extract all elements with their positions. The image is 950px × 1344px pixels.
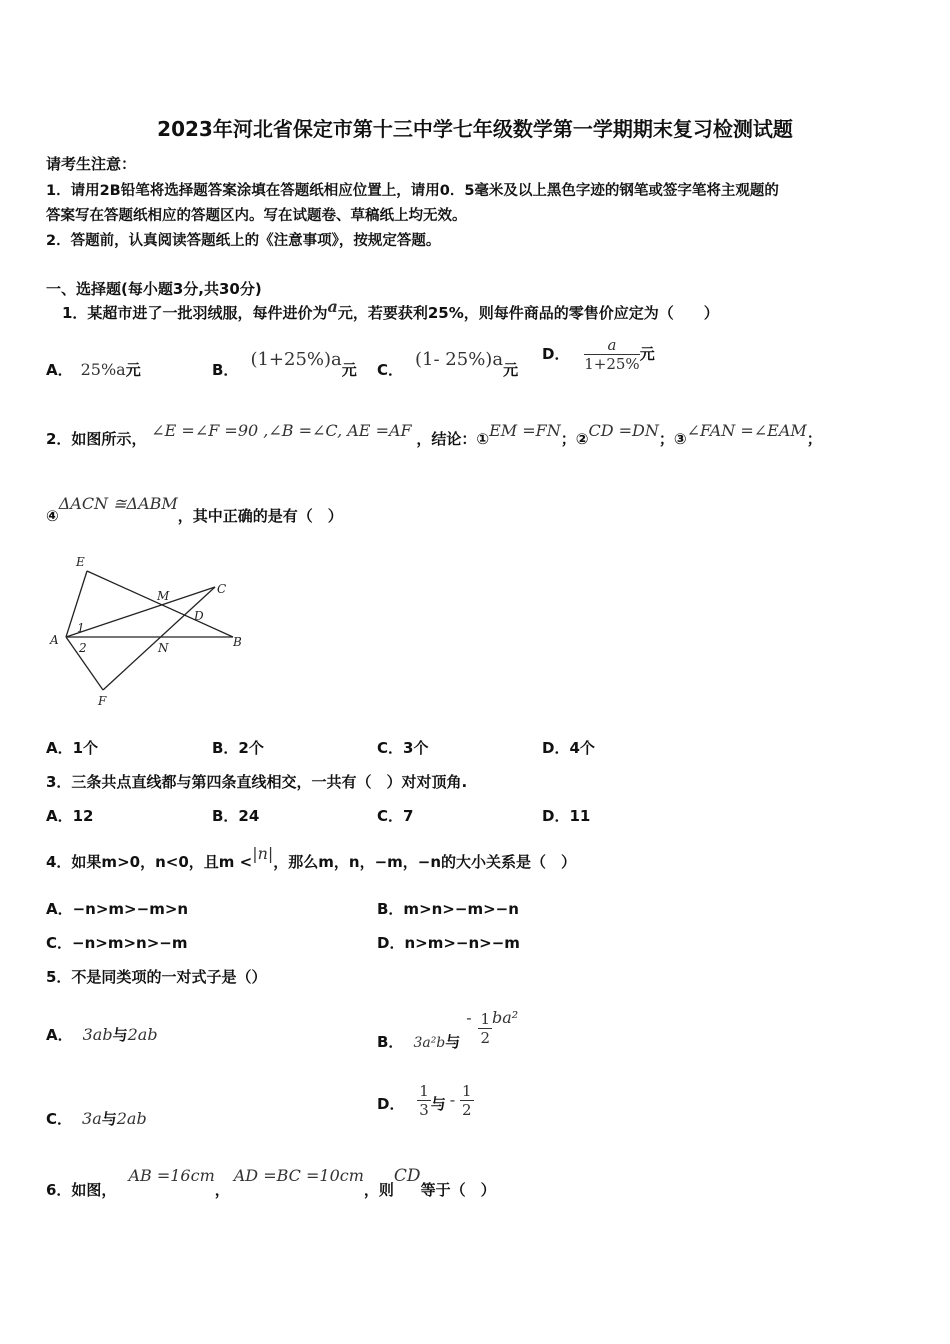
q1-text-b: 元，若要获利25%，则每件商品的零售价应定为（ ） (337, 304, 719, 322)
question-6: 6．如图，AB =16cm，AD =BC =10cm，则CD等于（ ） (46, 1166, 496, 1199)
fig-label-e: E (76, 555, 85, 569)
q1-option-b[interactable]: B． (1+25%)a元 (212, 349, 357, 379)
q1-option-c[interactable]: C． (1- 25%)a元 (377, 349, 519, 379)
q2-option-d[interactable]: D．4个 (542, 739, 595, 757)
q2-conclusion-2: CD =DN (588, 421, 659, 440)
q4-option-b[interactable]: B．m>n>−m>−n (377, 900, 519, 918)
q6-ad-bc: AD =BC =10cm (233, 1166, 364, 1185)
q5-b-fraction: $\frac{1}{2}$ (480, 1010, 491, 1047)
q2-figure (40, 548, 260, 718)
q2-option-b[interactable]: B．2个 (212, 739, 264, 757)
q2-option-c[interactable]: C．3个 (377, 739, 429, 757)
q6-cd: CD (393, 1166, 421, 1186)
question-1 (62, 297, 719, 323)
q3-option-a[interactable]: A．12 (46, 807, 94, 825)
q2-conclusion-3: ∠FAN =∠EAM (686, 421, 807, 440)
q1-var: a (327, 297, 338, 316)
fig-label-m: M (157, 589, 170, 603)
q2-conclusion-1: EM =FN (489, 421, 561, 440)
q1-option-a[interactable]: A． 25%a元 (46, 360, 141, 379)
question-4: 4．如果m>0，n<0，且m <|n|，那么m，n，−m，−n的大小关系是（ ） (46, 844, 577, 871)
q5-option-c[interactable]: C． 3a与2ab (46, 1109, 147, 1128)
question-2: 2．如图所示， ∠E =∠F =90 ,∠B =∠C, AE =AF ，结论：①EM =FN；②CD =DN；③∠FAN =∠EAM； (46, 421, 822, 448)
page-title: 2023年河北省保定市第十三中学七年级数学第一学期期末复习检测试题 (157, 117, 793, 141)
q5-option-a[interactable]: A． 3ab与2ab (46, 1025, 158, 1044)
q3-option-b[interactable]: B．24 (212, 807, 260, 825)
q4-option-a[interactable]: A．−n>m>−m>n (46, 900, 189, 918)
fig-label-b: B (233, 635, 242, 649)
q5-option-b[interactable]: B． 3a²b与- $\frac{1}{2}$ ba² (377, 1008, 519, 1051)
q3-option-d[interactable]: D．11 (542, 807, 591, 825)
q1-text-a: 1．某超市进了一批羽绒服，每件进价为 (62, 304, 328, 322)
q3-option-c[interactable]: C．7 (377, 807, 414, 825)
q5-d-fraction-2: $\frac{1}{2}$ (461, 1082, 472, 1119)
q4-abs-n: |n| (252, 844, 274, 863)
q1-option-d[interactable]: D． $\frac{a}{1+25\%}$ 元 (542, 336, 655, 373)
fig-label-f: F (98, 694, 107, 708)
q2-option-a[interactable]: A．1个 (46, 739, 99, 757)
fig-label-a: A (50, 633, 59, 647)
notice-line-1: 1．请用2B铅笔将选择题答案涂填在答题纸相应位置上，请用0．5毫米及以上黑色字迹的钢笔或签字笔将主观题的 (46, 183, 779, 199)
fig-label-c: C (217, 582, 227, 596)
q1-d-fraction: $\frac{a}{1+25\%}$ (584, 336, 640, 373)
q5-option-d[interactable]: D． $\frac{1}{3}$ 与 - $\frac{1}{2}$ (377, 1082, 472, 1119)
fig-label-2: 2 (79, 641, 87, 655)
question-5: 5．不是同类项的一对式子是（） (46, 968, 267, 986)
question-2-line-2: ④ΔACN ≅ΔABM，其中正确的是有（ ） (46, 494, 343, 525)
q5-d-fraction-1: $\frac{1}{3}$ (419, 1082, 429, 1119)
q6-ab: AB =16cm (128, 1166, 215, 1185)
fig-label-1: 1 (77, 621, 85, 635)
q2-condition: ∠E =∠F =90 ,∠B =∠C, AE =AF (151, 421, 412, 440)
q4-option-d[interactable]: D．n>m>−n>−m (377, 934, 520, 952)
section-heading: 一、选择题(每小题3分,共30分) (46, 280, 262, 298)
notice-heading: 请考生注意： (46, 155, 137, 173)
question-3: 3．三条共点直线都与第四条直线相交，一共有（ ）对对顶角. (46, 773, 468, 791)
q4-option-c[interactable]: C．−n>m>n>−m (46, 934, 188, 952)
q2-conclusion-4: ΔACN ≅ΔABM (58, 494, 178, 513)
notice-line-2: 答案写在答题纸相应的答题区内。写在试题卷、草稿纸上均无效。 (46, 208, 467, 224)
notice-line-3: 2．答题前，认真阅读答题纸上的《注意事项》，按规定答题。 (46, 233, 441, 249)
fig-label-n: N (158, 641, 169, 655)
fig-label-d: D (194, 609, 204, 623)
